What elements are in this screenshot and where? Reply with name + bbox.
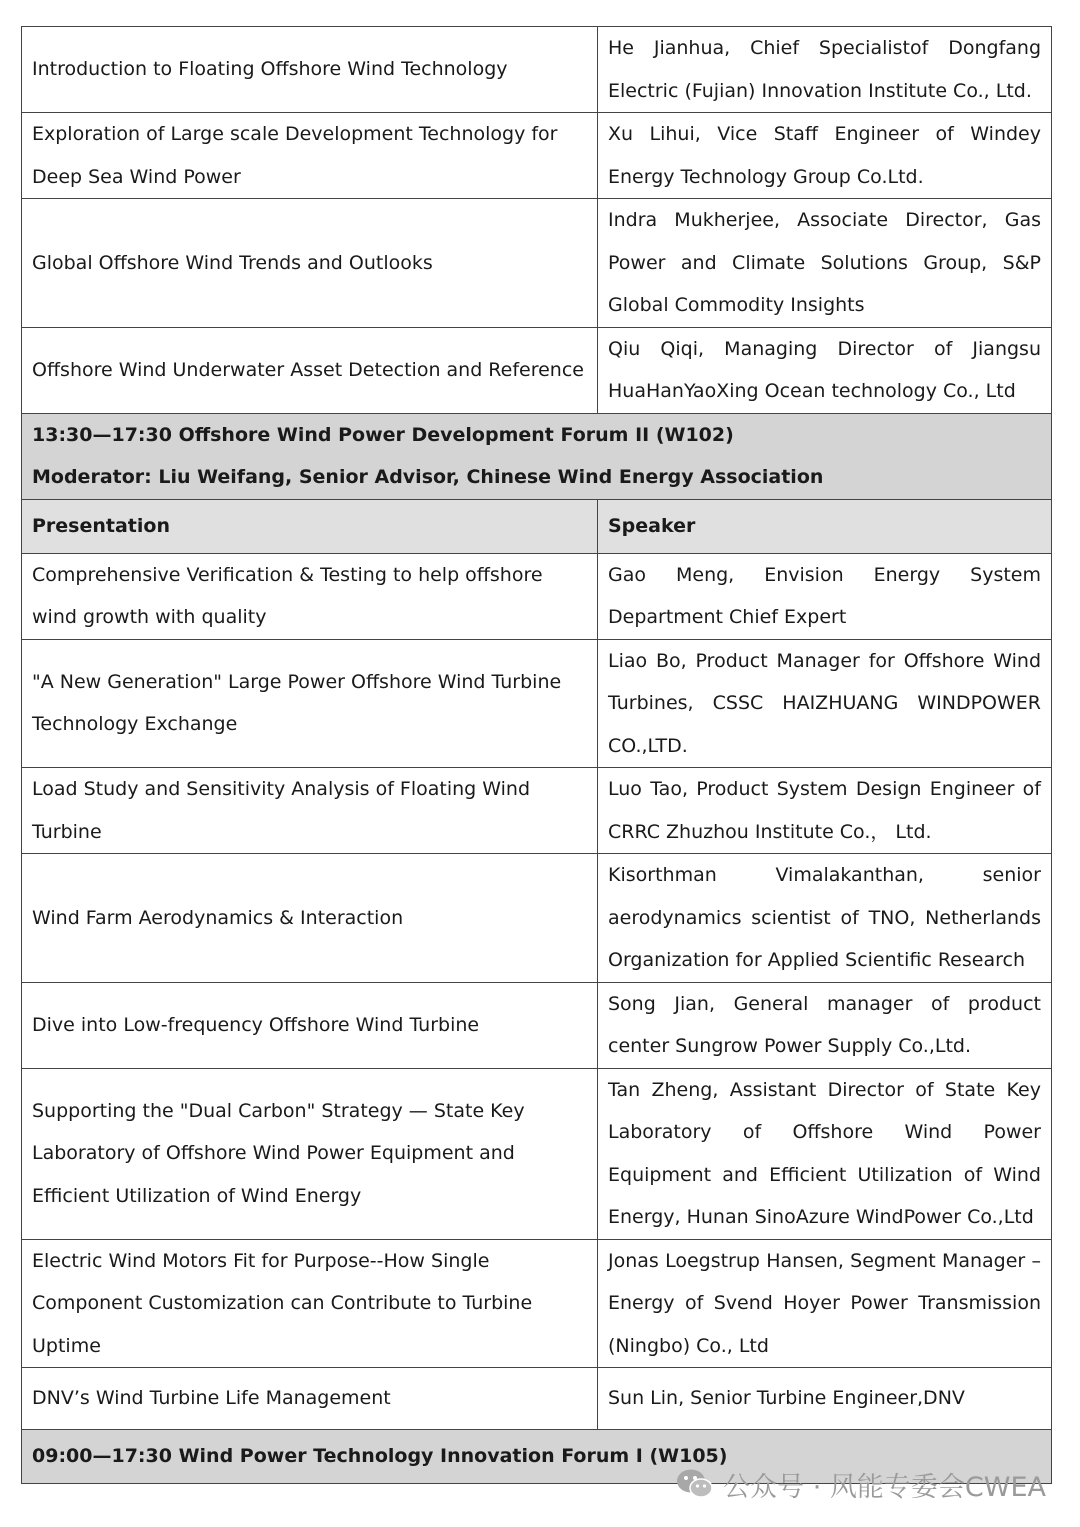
table-row [22, 27, 1052, 113]
speaker-cell: He Jianhua, Chief Specialistof Dongfang Electric (Fujian) Innovation Institute Co., Ltd. [598, 27, 1052, 113]
table-row [22, 1239, 1052, 1368]
speaker-cell: Jonas Loegstrup Hansen, Segment Manager – Energy of Svend Hoyer Power Transmission (Ningbo) Co., Ltd [598, 1239, 1052, 1368]
forum-title: 09:00—17:30 Wind Power Technology Innovation Forum I (W105) [32, 1445, 728, 1468]
wechat-icon [675, 1464, 715, 1504]
presentation-cell: Load Study and Sensitivity Analysis of Floating Wind Turbine [22, 768, 598, 854]
presentation-cell: Supporting the "Dual Carbon" Strategy — State Key Laboratory of Offshore Wind Power Equipment and Efficient Utilization of Wind Energy [22, 1068, 598, 1239]
forum-section-cell [22, 413, 1052, 499]
presentation-cell: Offshore Wind Underwater Asset Detection and Reference [22, 327, 598, 413]
speaker-cell: Qiu Qiqi, Managing Director of Jiangsu HuaHanYaoXing Ocean technology Co., Ltd [598, 327, 1052, 413]
presentation-cell: Wind Farm Aerodynamics & Interaction [22, 854, 598, 983]
speaker-cell: Kisorthman Vimalakanthan, senior aerodynamics scientist of TNO, Netherlands Organization for Applied Scientific Research [598, 854, 1052, 983]
column-header-row [22, 499, 1052, 553]
forum-section-header [22, 413, 1052, 499]
table-row [22, 854, 1052, 983]
agenda-table [21, 26, 1052, 1484]
column-header-speaker: Speaker [598, 499, 1052, 553]
watermark-text: 公众号 · 风能专委会CWEA [723, 1471, 1046, 1503]
table-row [22, 113, 1052, 199]
speaker-cell: Gao Meng, Envision Energy System Department Chief Expert [598, 553, 1052, 639]
presentation-cell: Introduction to Floating Offshore Wind Technology [22, 27, 598, 113]
table-row [22, 327, 1052, 413]
presentation-cell: "A New Generation" Large Power Offshore Wind Turbine Technology Exchange [22, 639, 598, 768]
table-row [22, 199, 1052, 328]
presentation-cell: Dive into Low-frequency Offshore Wind Turbine [22, 982, 598, 1068]
watermark [675, 1462, 1046, 1506]
forum-title: 13:30—17:30 Offshore Wind Power Development Forum II (W102) [32, 423, 734, 446]
table-row [22, 639, 1052, 768]
speaker-cell: Song Jian, General manager of product center Sungrow Power Supply Co.,Ltd. [598, 982, 1052, 1068]
table-row [22, 1068, 1052, 1239]
speaker-cell: Luo Tao, Product System Design Engineer of CRRC Zhuzhou Institute Co.， Ltd. [598, 768, 1052, 854]
table-row [22, 553, 1052, 639]
speaker-cell: Xu Lihui, Vice Staff Engineer of Windey Energy Technology Group Co.Ltd. [598, 113, 1052, 199]
table-row [22, 1368, 1052, 1430]
speaker-cell: Liao Bo, Product Manager for Offshore Wind Turbines, CSSC HAIZHUANG WINDPOWER CO.,LTD. [598, 639, 1052, 768]
table-row [22, 982, 1052, 1068]
presentation-cell: Electric Wind Motors Fit for Purpose--How Single Component Customization can Contribute to Turbine Uptime [22, 1239, 598, 1368]
presentation-cell: Global Offshore Wind Trends and Outlooks [22, 199, 598, 328]
forum-moderator: Moderator: Liu Weifang, Senior Advisor, Chinese Wind Energy Association [32, 466, 824, 488]
presentation-cell: DNV’s Wind Turbine Life Management [22, 1368, 598, 1430]
table-row [22, 768, 1052, 854]
column-header-presentation: Presentation [22, 499, 598, 553]
speaker-cell: Sun Lin, Senior Turbine Engineer,DNV [598, 1368, 1052, 1430]
speaker-cell: Indra Mukherjee, Associate Director, Gas Power and Climate Solutions Group, S&P Global Commodity Insights [598, 199, 1052, 328]
presentation-cell: Comprehensive Verification & Testing to help offshore wind growth with quality [22, 553, 598, 639]
speaker-cell: Tan Zheng, Assistant Director of State Key Laboratory of Offshore Wind Power Equipment and Efficient Utilization of Wind Energy, Hunan SinoAzure WindPower Co.,Ltd [598, 1068, 1052, 1239]
presentation-cell: Exploration of Large scale Development Technology for Deep Sea Wind Power [22, 113, 598, 199]
